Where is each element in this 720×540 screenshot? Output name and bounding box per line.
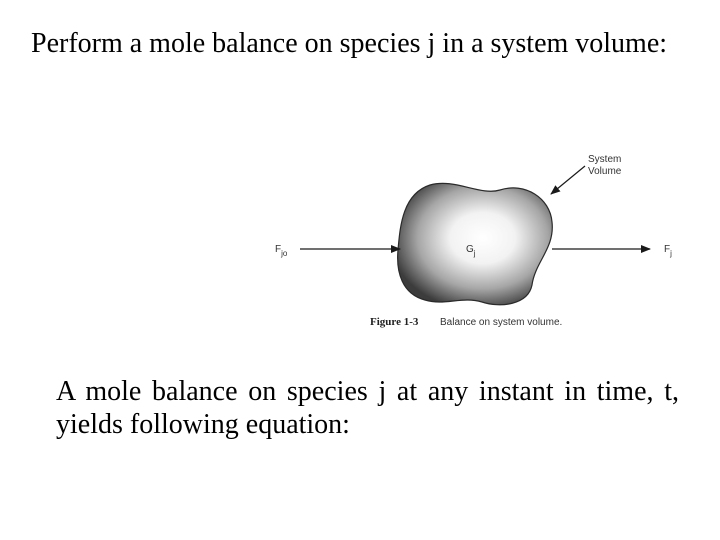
figure-caption-number: Figure 1-3 [370,316,419,328]
system-volume-pointer-arrow [551,166,585,194]
figure-caption-text: Balance on system volume. [440,317,563,328]
inlet-flow-label: $F_{jo}$ [275,244,288,258]
system-volume-label: System Volume [588,154,622,177]
outlet-flow-label: $F_j$ [664,244,672,258]
intro-paragraph: Perform a mole balance on species j in a system volume: [31,28,668,59]
system-volume-blob [398,183,553,304]
generation-label: $G_j$ [466,244,476,258]
result-paragraph: A mole balance on species j at any instant in time, t, yields following equation: [56,376,679,440]
